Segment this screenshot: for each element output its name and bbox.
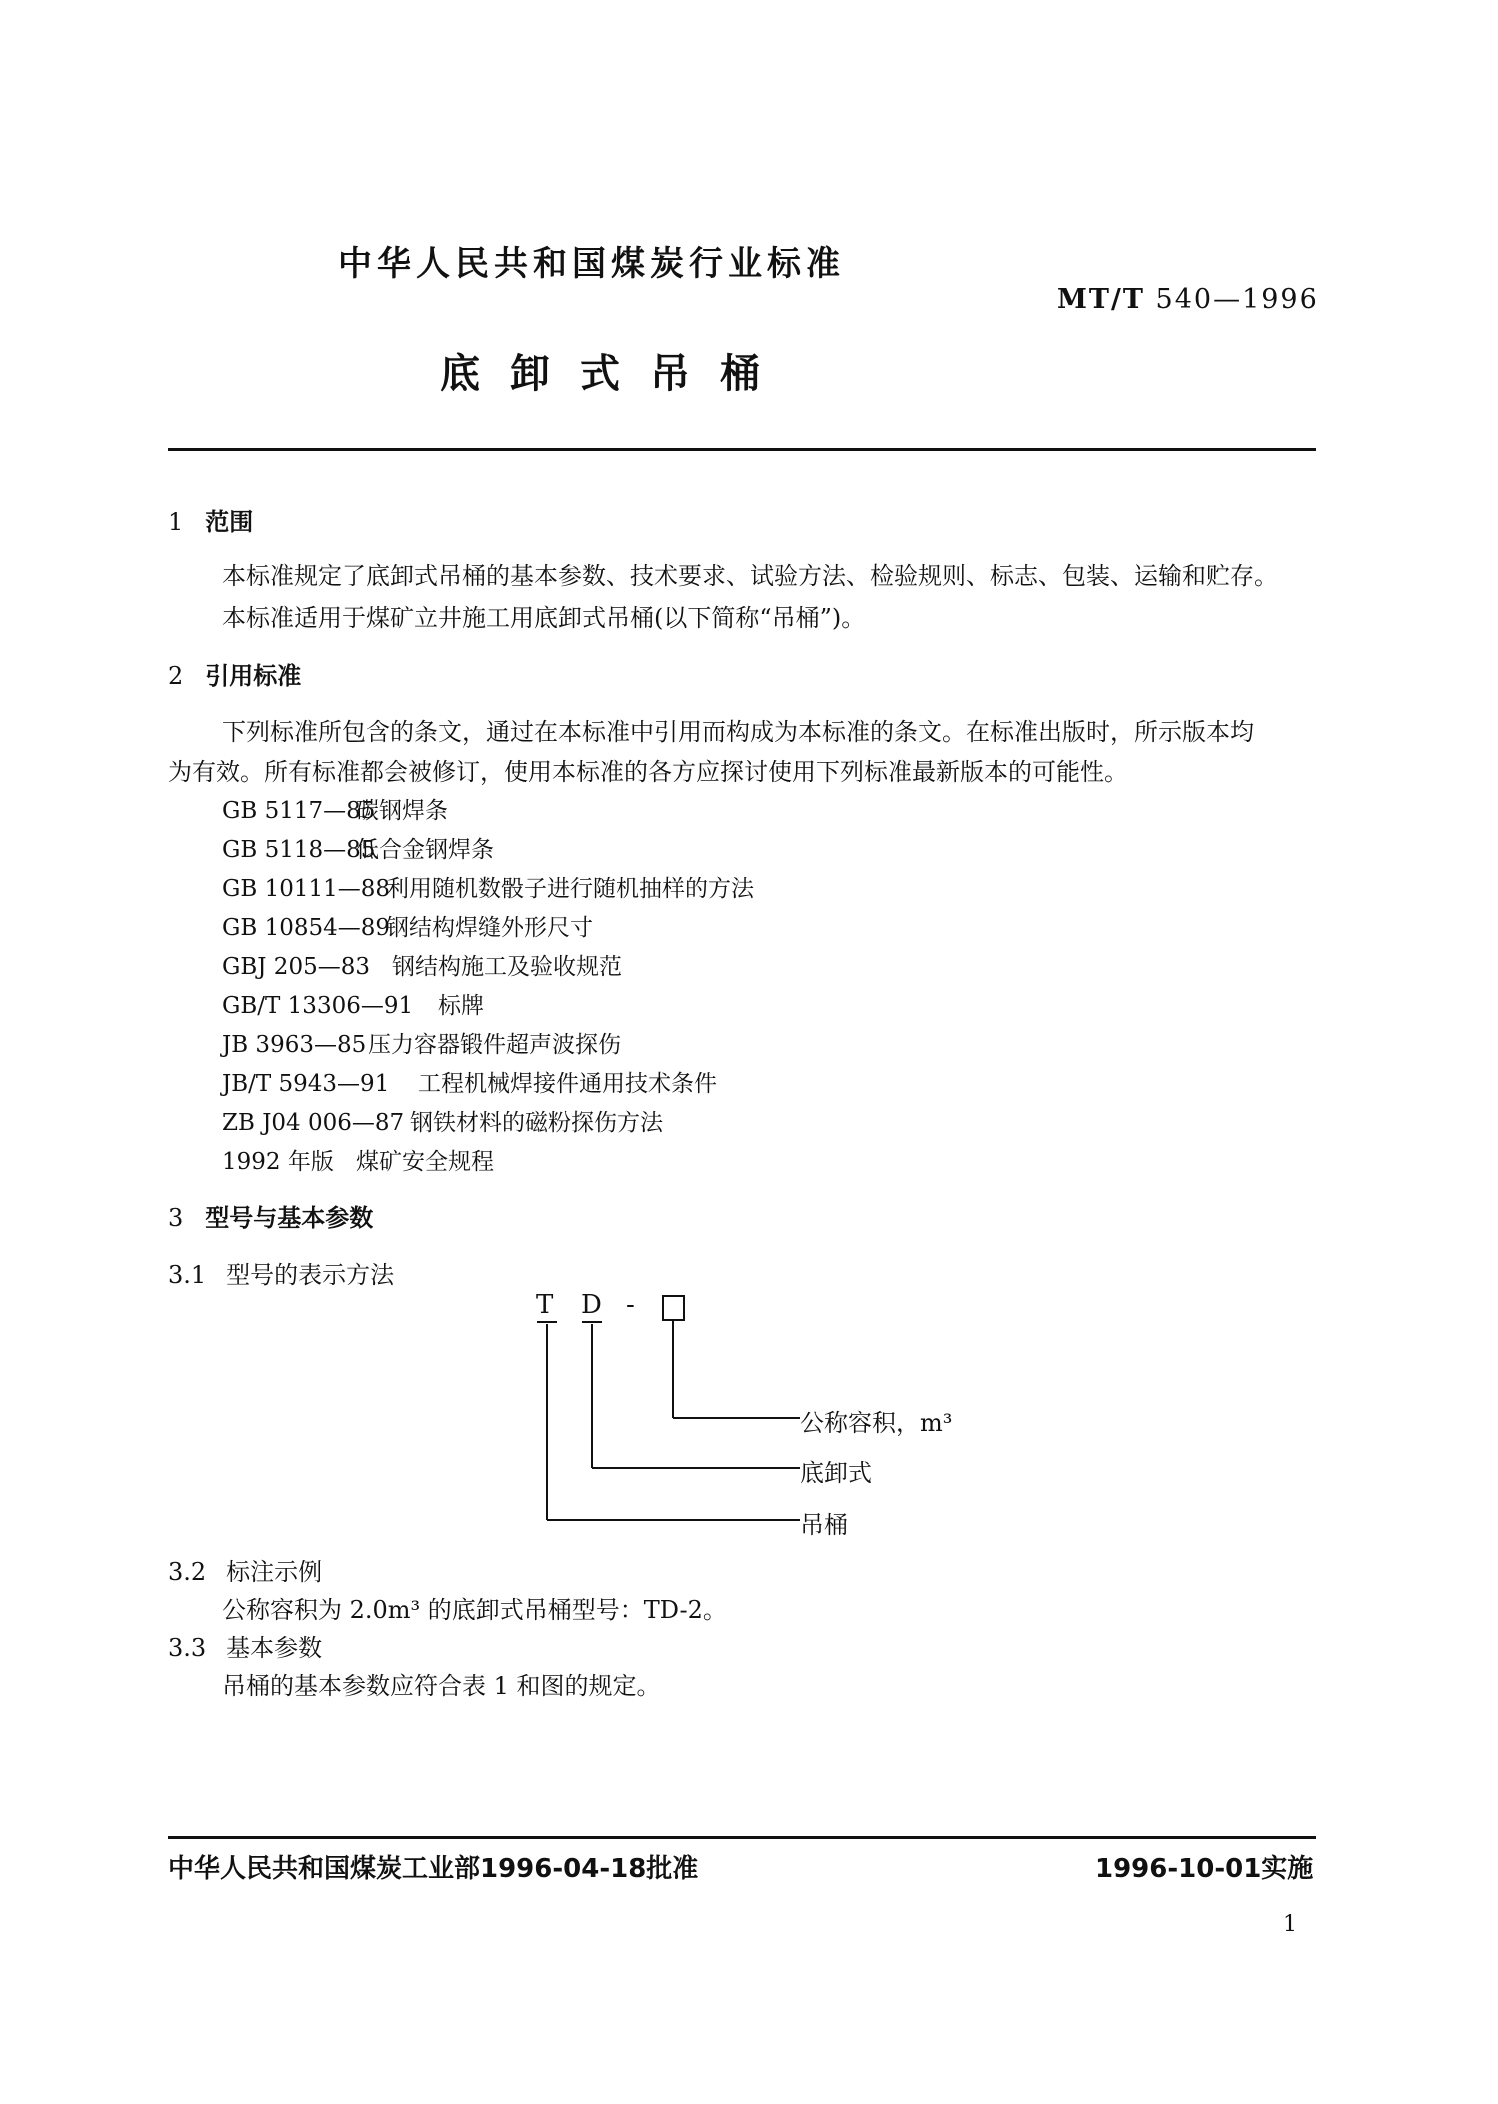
- reference-code: GB 10854—89: [222, 915, 391, 941]
- subsection-title: 型号的表示方法: [226, 1261, 395, 1289]
- reference-title: 钢结构焊缝外形尺寸: [386, 915, 593, 941]
- page-number: 1: [1283, 1912, 1297, 1937]
- subsection-3-2-heading: [168, 1552, 322, 1587]
- reference-title: 低合金钢焊条: [356, 837, 494, 863]
- reference-code: GB/T 13306—91: [222, 993, 414, 1019]
- label-bottom-discharge: 底卸式: [800, 1459, 872, 1487]
- reference-title: 标牌: [438, 993, 484, 1019]
- reference-code: JB 3963—85: [222, 1032, 367, 1058]
- section-title: 引用标准: [205, 662, 302, 690]
- section-number: 1: [168, 508, 184, 536]
- footer-rule: [168, 1836, 1316, 1839]
- reference-code: GB 5118—85: [222, 837, 376, 863]
- reference-code: 1992 年版: [222, 1149, 334, 1175]
- section-number: 2: [168, 662, 184, 690]
- section-2-paragraph-line-2: 为有效。所有标准都会被修订，使用本标准的各方应探讨使用下列标准最新版本的可能性。: [168, 758, 1128, 786]
- approval-line: 中华人民共和国煤炭工业部1996-04-18批准: [168, 1854, 699, 1884]
- reference-code: GBJ 205—83: [222, 954, 370, 980]
- label-bucket: 吊桶: [800, 1511, 848, 1539]
- reference-title: 工程机械焊接件通用技术条件: [418, 1071, 717, 1097]
- section-1-paragraph-1: 本标准规定了底卸式吊桶的基本参数、技术要求、试验方法、检验规则、标志、包装、运输和贮存。: [222, 562, 1278, 590]
- reference-title: 碳钢焊条: [356, 798, 448, 824]
- document-title: 底卸式吊桶: [440, 351, 790, 397]
- label-nominal-capacity: 公称容积，m³: [800, 1409, 953, 1437]
- subsection-number: 3.1: [168, 1261, 207, 1289]
- effective-date: 1996-10-01实施: [1095, 1854, 1314, 1884]
- model-dash: -: [626, 1290, 635, 1320]
- section-1-paragraph-2: 本标准适用于煤矿立井施工用底卸式吊桶(以下简称“吊桶”)。: [222, 604, 866, 632]
- reference-title: 压力容器锻件超声波探伤: [368, 1032, 621, 1058]
- section-title: 型号与基本参数: [205, 1204, 374, 1232]
- subsection-title: 标注示例: [226, 1558, 323, 1586]
- reference-title: 钢结构施工及验收规范: [392, 954, 622, 980]
- subsection-number: 3.3: [168, 1634, 207, 1662]
- reference-code: GB 5117—85: [222, 798, 376, 824]
- model-letter-t: T: [536, 1290, 554, 1320]
- subsection-title: 基本参数: [226, 1634, 323, 1662]
- subsection-3-3-heading: [168, 1628, 322, 1663]
- reference-title: 煤矿安全规程: [356, 1149, 494, 1175]
- model-letter-d: D: [581, 1290, 602, 1320]
- capacity-placeholder-box: [663, 1296, 684, 1320]
- reference-code: GB 10111—88: [222, 876, 391, 902]
- reference-code: JB/T 5943—91: [222, 1071, 390, 1097]
- standard-code-prefix: MT/T: [1057, 284, 1145, 315]
- section-2-paragraph-line-1: 下列标准所包含的条文，通过在本标准中引用而构成为本标准的条文。在标准出版时，所示版本均: [222, 718, 1254, 746]
- section-title: 范围: [205, 508, 254, 536]
- reference-code: ZB J04 006—87: [222, 1110, 405, 1136]
- issuing-body-title: 中华人民共和国煤炭行业标准: [338, 244, 845, 284]
- reference-title: 利用随机数骰子进行随机抽样的方法: [386, 876, 754, 902]
- subsection-3-3-text: 吊桶的基本参数应符合表 1 和图的规定。: [222, 1672, 661, 1700]
- subsection-number: 3.2: [168, 1558, 207, 1586]
- reference-title: 钢铁材料的磁粉探伤方法: [410, 1110, 663, 1136]
- section-number: 3: [168, 1204, 184, 1232]
- subsection-3-2-text: 公称容积为 2.0m³ 的底卸式吊桶型号：TD-2。: [222, 1596, 727, 1624]
- standard-code-number: 540—1996: [1155, 284, 1319, 315]
